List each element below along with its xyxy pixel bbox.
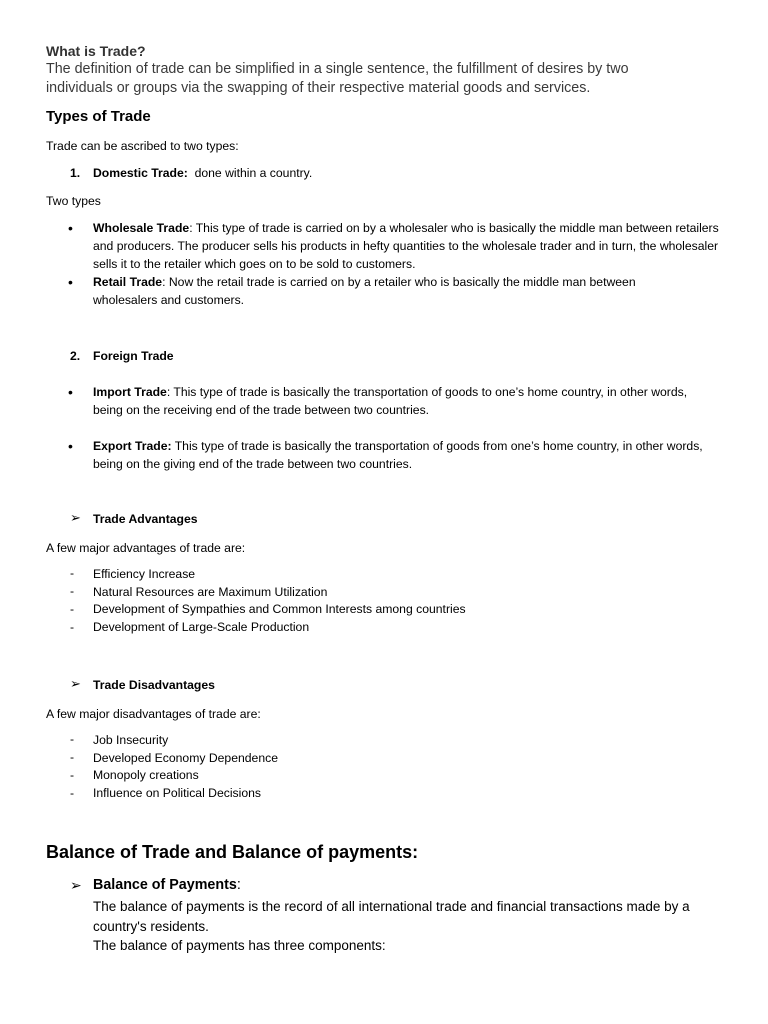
advantage-item: Development of Sympathies and Common Interests among countries bbox=[93, 602, 466, 616]
advantages-heading-text: Trade Advantages bbox=[93, 512, 198, 526]
disadvantages-heading bbox=[93, 676, 215, 694]
disadvantage-item: Influence on Political Decisions bbox=[93, 786, 262, 800]
intro-line-2: individuals or groups via the swapping of their respective material goods and services. bbox=[46, 80, 591, 96]
bullet-icon: • bbox=[68, 220, 73, 236]
dash-bullet: - bbox=[70, 584, 75, 598]
import-text: : This type of trade is basically the transportation of goods to one’s home country, in other words, being on the receiving end of the trade between two countries. bbox=[93, 385, 688, 417]
disadvantage-item: Job Insecurity bbox=[93, 733, 169, 747]
balance-of-payments-term: Balance of Payments bbox=[93, 877, 237, 893]
advantage-item: Development of Large-Scale Production bbox=[93, 620, 310, 634]
arrow-bullet-icon: ➢ bbox=[70, 510, 81, 525]
dash-bullet: - bbox=[70, 768, 75, 782]
wholesale-text: : This type of trade is carried on by a wholesaler who is basically the middle man between retailers and producers. The producer sells his products in hefty quantities to the wholesale trader and in turn, the wholesaler sells it to the retailer which goes on to be sold to customers. bbox=[93, 221, 719, 271]
dash-bullet: - bbox=[70, 750, 75, 764]
disadvantage-item: Monopoly creations bbox=[93, 768, 199, 782]
domestic-text: done within a country. bbox=[187, 166, 313, 180]
advantage-item: Natural Resources are Maximum Utilization bbox=[93, 585, 328, 599]
export-item bbox=[93, 437, 715, 473]
foreign-item bbox=[93, 347, 174, 365]
dash-bullet: - bbox=[70, 620, 75, 634]
disadvantages-heading-text: Trade Disadvantages bbox=[93, 678, 215, 692]
export-text: This type of trade is basically the transportation of goods from one’s home country, in other words, being on the giving end of the trade between two countries. bbox=[93, 439, 703, 471]
what-is-trade-heading: What is Trade? bbox=[46, 43, 146, 59]
two-types-label: Two types bbox=[46, 194, 101, 208]
disadvantages-lead: A few major disadvantages of trade are: bbox=[46, 707, 261, 721]
types-of-trade-heading: Types of Trade bbox=[46, 108, 151, 125]
disadvantage-item: Developed Economy Dependence bbox=[93, 751, 278, 765]
retail-text: : Now the retail trade is carried on by a retailer who is basically the middle man between wholesalers and customers. bbox=[93, 275, 636, 307]
wholesale-item bbox=[93, 219, 719, 273]
export-term: Export Trade: bbox=[93, 439, 172, 453]
domestic-number: 1. bbox=[70, 166, 81, 180]
domestic-item bbox=[93, 164, 312, 182]
advantage-item: Efficiency Increase bbox=[93, 567, 196, 581]
foreign-term: Foreign Trade bbox=[93, 349, 174, 363]
retail-item bbox=[93, 273, 693, 309]
arrow-bullet-icon: ➢ bbox=[70, 676, 81, 691]
balance-of-payments-label bbox=[93, 877, 241, 893]
balance-text-1: The balance of payments is the record of all international trade and financial transactions made by a country's residents. bbox=[93, 899, 690, 934]
dash-bullet: - bbox=[70, 732, 75, 746]
dash-bullet: - bbox=[70, 602, 75, 616]
bullet-icon: • bbox=[68, 274, 73, 290]
advantages-lead: A few major advantages of trade are: bbox=[46, 541, 246, 555]
bullet-icon: • bbox=[68, 438, 73, 454]
balance-text-2: The balance of payments has three components: bbox=[93, 938, 386, 953]
balance-heading: Balance of Trade and Balance of payments: bbox=[46, 842, 419, 862]
retail-term: Retail Trade bbox=[93, 275, 163, 289]
types-lead: Trade can be ascribed to two types: bbox=[46, 139, 239, 153]
arrow-bullet-icon: ➢ bbox=[70, 877, 82, 893]
advantages-heading bbox=[93, 510, 198, 528]
wholesale-term: Wholesale Trade bbox=[93, 221, 190, 235]
domestic-term: Domestic Trade: bbox=[93, 166, 188, 180]
import-term: Import Trade bbox=[93, 385, 167, 399]
dash-bullet: - bbox=[70, 566, 75, 580]
dash-bullet: - bbox=[70, 786, 75, 800]
import-item bbox=[93, 383, 707, 419]
bullet-icon: • bbox=[68, 384, 73, 400]
intro-line-1: The definition of trade can be simplified in a single sentence, the fulfillment of desires by two bbox=[46, 61, 629, 77]
foreign-number: 2. bbox=[70, 349, 81, 363]
colon: : bbox=[236, 877, 241, 893]
